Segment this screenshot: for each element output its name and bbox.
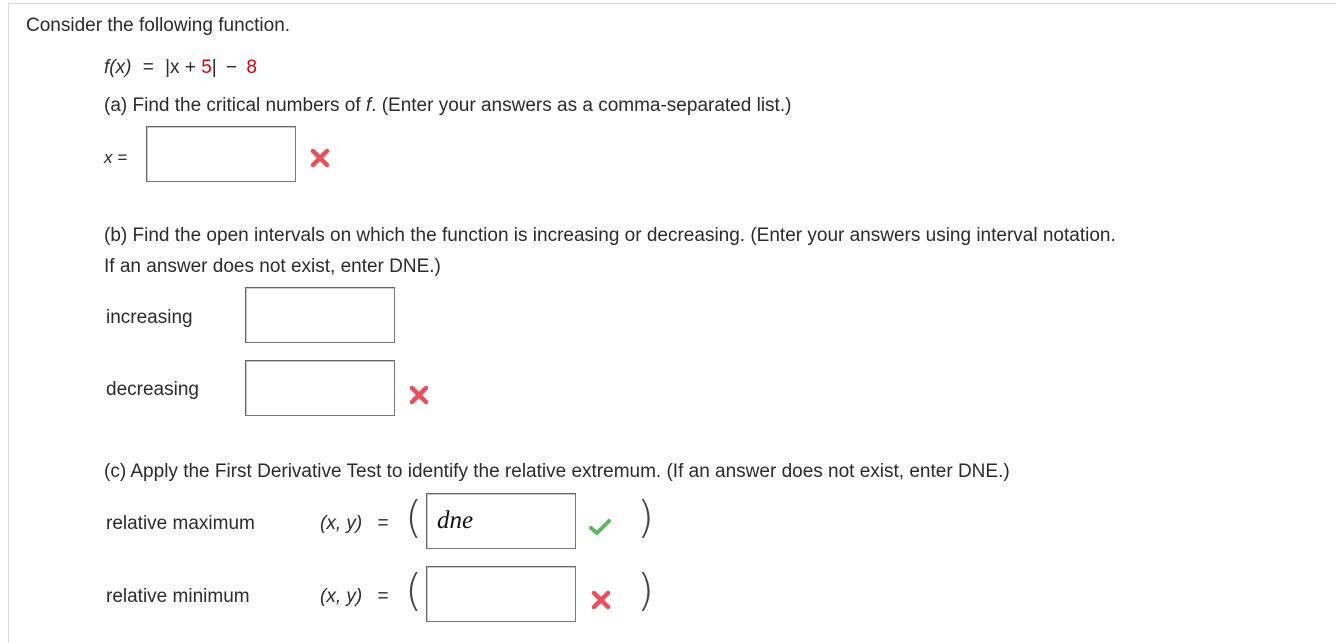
open-paren: ( <box>405 565 423 616</box>
part-a-prompt <box>104 95 791 117</box>
open-paren: ( <box>405 492 423 543</box>
check-mark-icon <box>589 518 611 536</box>
decreasing-label: decreasing <box>106 379 199 400</box>
close-paren: ) <box>637 492 655 543</box>
increasing-label: increasing <box>106 307 193 328</box>
equals-sign: = <box>377 513 389 534</box>
function-minus: − <box>226 57 238 78</box>
relative-maximum-label: relative maximum <box>106 513 255 534</box>
part-a-prompt-post: . (Enter your answers as a comma-separated list.) <box>371 95 792 116</box>
relative-maximum-xy-label <box>320 513 389 535</box>
function-constant-eight: 8 <box>246 57 257 78</box>
xy-label: (x, y) <box>320 586 363 607</box>
relative-minimum-input[interactable] <box>426 566 576 622</box>
part-a-x-label <box>104 148 127 168</box>
function-constant-five: 5 <box>201 57 212 78</box>
x-mark-icon <box>591 590 611 610</box>
part-b-prompt-line2: If an answer does not exist, enter DNE.) <box>104 256 441 277</box>
part-b-prompt-line1: (b) Find the open intervals on which the function is increasing or decreasing. (Enter your answers using interval notation. <box>104 225 1116 246</box>
increasing-input[interactable] <box>245 287 395 343</box>
x-mark-icon <box>409 385 429 405</box>
decreasing-input[interactable] <box>245 360 395 416</box>
function-expression <box>104 57 257 79</box>
relative-minimum-xy-label <box>320 586 389 608</box>
equals-sign: = <box>377 586 389 607</box>
xy-label: (x, y) <box>320 513 363 534</box>
part-a-prompt-f: f <box>365 95 372 116</box>
function-lhs: f(x) <box>104 57 132 78</box>
function-abs-close: | <box>211 57 217 78</box>
relative-maximum-input[interactable] <box>426 493 576 549</box>
question-intro: Consider the following function. <box>26 15 291 36</box>
critical-numbers-input[interactable] <box>146 126 296 182</box>
x-equals-label: x = <box>104 148 128 167</box>
part-c-prompt: (c) Apply the First Derivative Test to identify the relative extremum. (If an answer does not exist, enter DNE.) <box>104 461 1010 482</box>
part-a-prompt-pre: (a) Find the critical numbers of <box>104 95 366 116</box>
function-abs-open: |x + <box>165 57 196 78</box>
close-paren: ) <box>637 565 655 616</box>
relative-minimum-label: relative minimum <box>106 586 250 607</box>
function-equals: = <box>142 57 154 78</box>
x-mark-icon <box>310 148 330 168</box>
